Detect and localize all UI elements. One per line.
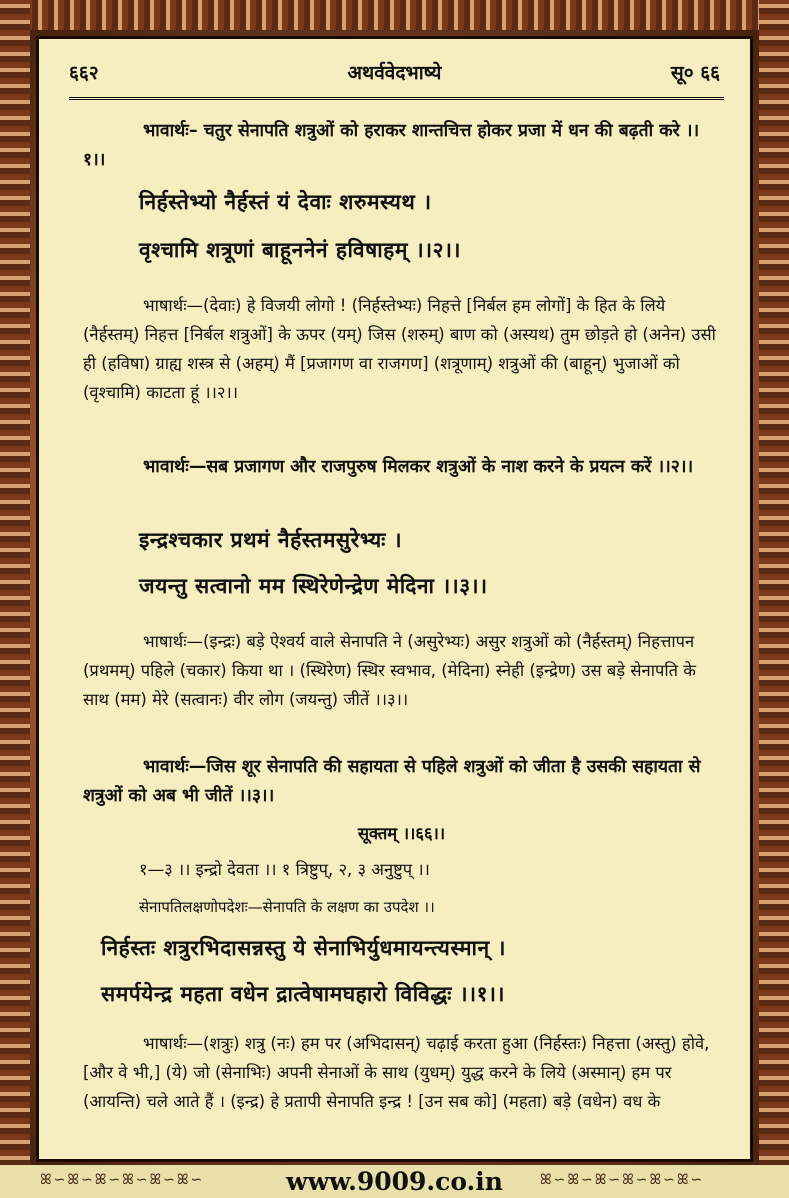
mantra-3-line-1: इन्द्रश्चकार प्रथमं नैर्हस्तमसुरेभ्यः । — [139, 527, 403, 552]
website-footer: www.9009.co.in — [286, 1167, 503, 1196]
book-page — [36, 36, 753, 1162]
page-number: ६६२ — [69, 62, 99, 84]
mantra-3-line-2: जयन्तु सत्वानो मम स्थिरेणेन्द्रेण मेदिना ।।३।। — [139, 573, 488, 598]
bhasharth-2: भाषार्थः—(देवाः) हे विजयी लोगो ! (निर्हस्तेभ्यः) निहत्ते [निर्बल हम लोगों] के हित के लिये (नैर्हस्तम्) निहत्त [निर्बल शत्रुओं] के ऊपर (यम्) जिस (शरुम्) बाण को (अस्यथ) तुम छोड़ते हो (अनेन) उसी ही (हविषा) ग्राह्य शस्त्र से (अहम्) मैं [प्रजागण वा राजगण] (शत्रूणाम्) शत्रुओं की (बाहून्) भुजाओं को (वृश्चामि) काटता हूं ।।२।। — [83, 296, 716, 402]
bhavartha-1: भावार्थः– चतुर सेनापति शत्रुओं को हराकर शान्तचित्त होकर प्रजा में धन की बढ़ती करे ।।१।। — [83, 121, 700, 170]
header-rule — [69, 97, 724, 100]
sukta-heading: सूक्तम् ।।६६।। — [357, 824, 446, 843]
mantra-2-line-2: वृश्चामि शत्रूणां बाहूननेनं हविषाहम् ।।२।। — [139, 237, 461, 262]
bhasharth-1: भाषार्थः—(शत्रुः) शत्रु (नः) हम पर (अभिदासन्) चढ़ाई करता हुआ (निर्हस्तः) निहत्ता (अस्तु) होवे, [और वे भी,] (ये) जो (सेनाभिः) अपनी सेनाओं के साथ (युधम्) युद्ध करने के लिये (अस्मान्) हम पर (आयन्ति) चले आते हैं । (इन्द्र) हे प्रतापी सेनापति इन्द्र ! [उन सब को] (महता) बड़े (वधेन) वध के — [83, 1034, 710, 1111]
sukta-reference: सू० ६६ — [670, 62, 720, 84]
upadesh-line: सेनापतिलक्षणोपदेशः—सेनापति के लक्षण का उपदेश ।। — [139, 898, 435, 916]
frame-border-top — [0, 0, 789, 30]
mantra-1-line-1: निर्हस्तः शत्रुरभिदासन्नस्तु ये सेनाभिर्युधमायन्त्यस्मान् । — [101, 935, 506, 960]
bhavartha-2: भावार्थः—सब प्रजागण और राजपुरुष मिलकर शत्रुओं के नाश करने के प्रयत्न करें ।।२।। — [143, 457, 694, 477]
devata-chhanda: १—३ ।। इन्द्रो देवता ।। १ त्रिष्टुप्, २, ३ अनुष्टुप् ।। — [139, 860, 430, 879]
mantra-1-line-2: समर्पयेन्द्र महता वधेन द्रात्वेषामघहारो विविद्धः ।।१।। — [101, 981, 505, 1006]
frame-border-left — [0, 0, 30, 1198]
frame-border-right — [759, 0, 789, 1198]
bhavartha-3: भावार्थः—जिस शूर सेनापति की सहायता से पहिले शत्रुओं को जीता है उसकी सहायता से शत्रुओं को अब भी जीतें ।।३।। — [83, 757, 701, 806]
book-title: अथर्ववेदभाष्ये — [347, 62, 442, 84]
footer-ornament-left: ꕤ∽ꕤ∽ꕤ∽ꕤ∽ꕤ∽ꕤ∽ — [40, 1172, 205, 1188]
page-header — [69, 59, 720, 89]
bhasharth-3: भाषार्थः—(इन्द्रः) बड़े ऐश्वर्य वाले सेनापति ने (असुरेभ्यः) असुर शत्रुओं को (नैर्हस्तम्) निहत्तापन (प्रथमम्) पहिले (चकार) किया था । (स्थिरेण) स्थिर स्वभाव, (मेदिना) स्नेही (इन्द्रेण) उस बड़े सेनापति के साथ (मम) मेरे (सत्वानः) वीर लोग (जयन्तु) जीतें ।।३।। — [83, 632, 696, 709]
mantra-2-line-1: निर्हस्तेभ्यो नैर्हस्तं यं देवाः शरुमस्यथ । — [139, 189, 432, 214]
footer-ornament-right: ꕤ∽ꕤ∽ꕤ∽ꕤ∽ꕤ∽ꕤ∽ — [540, 1172, 705, 1188]
